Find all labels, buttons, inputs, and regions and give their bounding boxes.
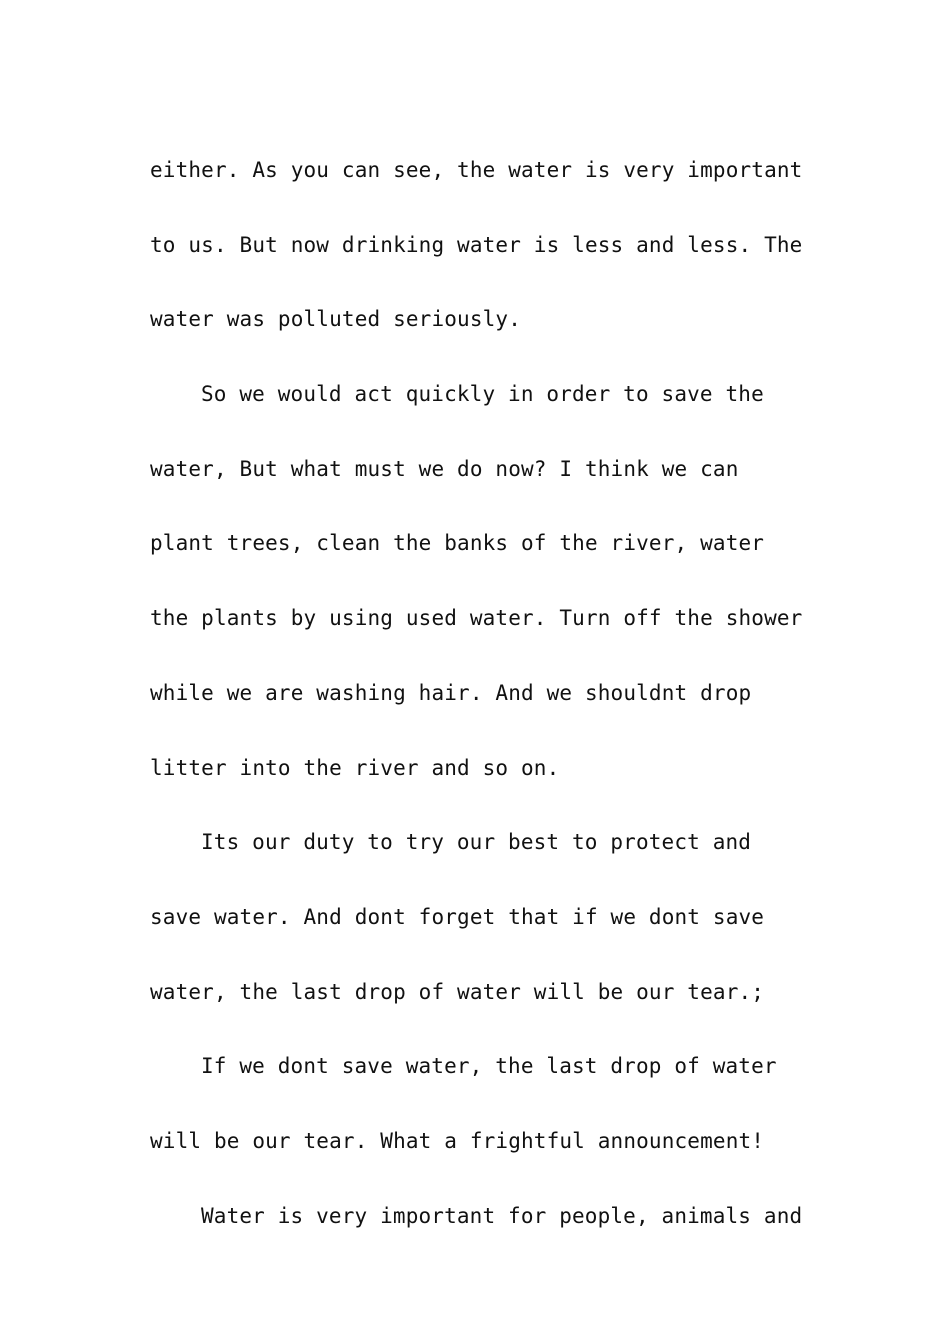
text-line: water, But what must we do now? I think we can bbox=[150, 456, 739, 481]
body-text bbox=[150, 133, 810, 1253]
text-line: water, the last drop of water will be our tear.; bbox=[150, 979, 765, 1004]
text-line: plant trees, clean the banks of the river, water bbox=[150, 531, 765, 556]
text-line: while we are washing hair. And we shouldnt drop bbox=[150, 680, 752, 705]
paragraph-start-line: Water is very important for people, animals and bbox=[201, 1203, 803, 1228]
paragraph-start-line: If we dont save water, the last drop of water bbox=[201, 1054, 777, 1079]
text-line: save water. And dont forget that if we dont save bbox=[150, 904, 765, 929]
text-line: water was polluted seriously. bbox=[150, 307, 521, 332]
text-line: the plants by using used water. Turn off the shower bbox=[150, 606, 803, 631]
paragraph-start-line: So we would act quickly in order to save the bbox=[201, 382, 764, 407]
text-line: will be our tear. What a frightful announcement! bbox=[150, 1128, 765, 1153]
text-line: litter into the river and so on. bbox=[150, 755, 560, 780]
paragraph-start-line: Its our duty to try our best to protect and bbox=[201, 830, 752, 855]
text-line: to us. But now drinking water is less and less. The bbox=[150, 232, 803, 257]
text-line: either. As you can see, the water is very important bbox=[150, 158, 803, 182]
